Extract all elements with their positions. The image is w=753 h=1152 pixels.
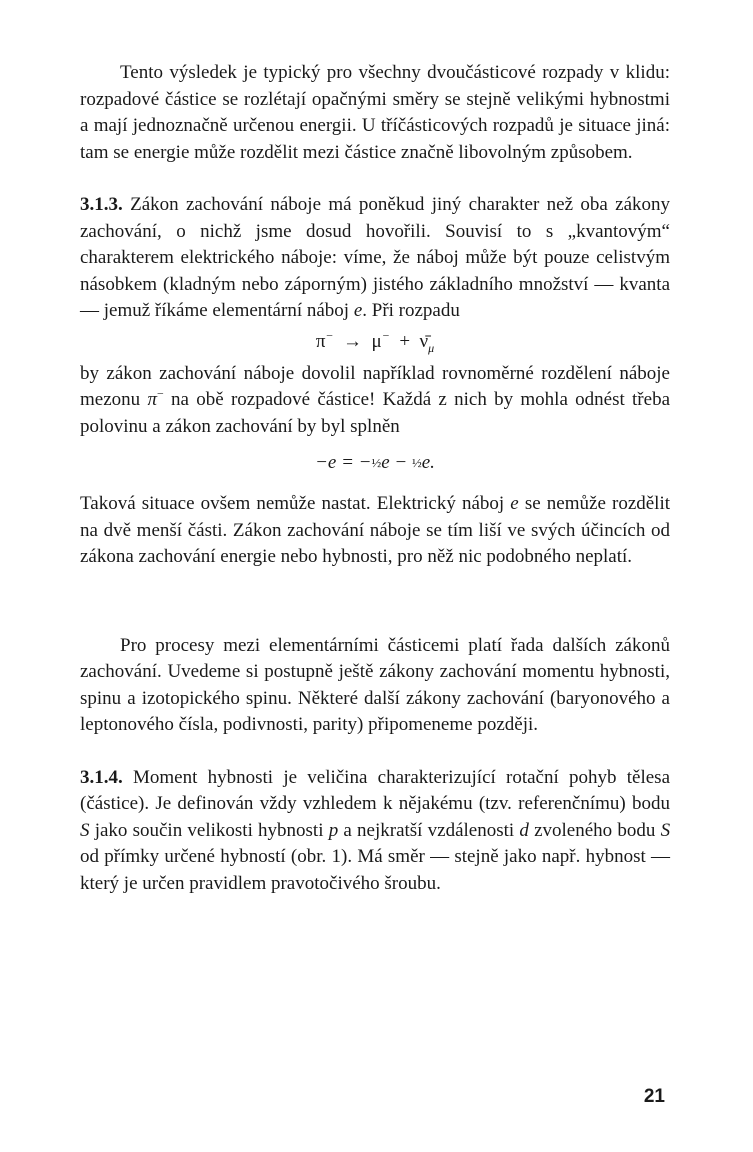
antineutrino-symbol: ν̄ — [419, 330, 429, 352]
antineutrino-subscript: μ — [428, 340, 435, 355]
indivisible-text-a: Taková situace ovšem nemůže nastat. Elektrický náboj — [80, 493, 505, 514]
paragraph-further-laws: Pro procesy mezi elementárními částicemi platí řada dalších zákonů zachování. Uvedeme si postupně ještě zákony zachování momentu hybnosti, spinu a izotopického spinu. Některé další zákony zachování (baryonového a leptonového čísla, podivnosti, parity) připomeneme později. — [80, 634, 670, 735]
plus-sign: + — [399, 330, 411, 352]
charge-e-1: e — [381, 452, 390, 473]
s314-text-c: a nejkratší vzdálenosti — [343, 819, 515, 841]
s314-text-b: jako součin velikosti hybnosti — [94, 819, 324, 841]
half-2: ½ — [411, 455, 422, 470]
pion-charge: − — [325, 328, 334, 343]
charge-split-text-b: na obě rozpadové částice! Každá z nich by mohla odnést třeba polovinu a zákon zachování by byl splněn — [80, 389, 671, 437]
symbol-e-inline: e — [510, 493, 519, 514]
symbol-d: d — [519, 819, 529, 841]
section-3-1-3-end: . Při rozpadu — [362, 300, 460, 321]
section-3-1-3-text: Zákon zachování náboje má poněkud jiný charakter než oba zákony zachování, o nichž jsme dosud hovořili. Souvisí to s „kvantovým“ charakterem elektrického náboje: víme, že náboj může být pouze celistvým násobkem (kladným nebo záporným) jistého základního množství — kvanta — jemuž říkáme elementární náboj — [80, 194, 671, 321]
equation-pion-decay — [80, 329, 670, 355]
section-3-1-3 — [80, 192, 670, 325]
charge-minus-2: − — [394, 452, 408, 473]
charge-end: . — [430, 452, 435, 473]
paragraph-charge-indivisible — [80, 491, 670, 571]
decay-arrow: → — [343, 330, 363, 352]
page-body — [80, 60, 670, 897]
muon-charge: − — [381, 328, 390, 343]
charge-split-text-a: by zákon zachování náboje dovolil například rovnoměrné rozdělení náboje mezonu — [80, 362, 670, 410]
symbol-S-1: S — [80, 819, 90, 841]
symbol-e: e — [353, 300, 363, 321]
paragraph-charge-split — [80, 361, 670, 441]
indivisible-text-b: se nemůže rozdělit na dvě menší části. Zákon zachování náboje se tím liší ve svých účincích od zákona zachování energie nebo hybnosti, pro něž nic podobného neplatí. — [80, 493, 671, 567]
pion-inline-charge: − — [156, 386, 164, 401]
s314-text-e: zvoleného bodu — [534, 819, 656, 841]
section-3-1-4 — [80, 765, 670, 898]
muon-symbol: μ — [371, 330, 382, 352]
s314-text-f: od přímky určené hybností (obr. 1). Má směr — stejně jako např. hybnost — který je určen pravidlem pravotočivého šroubu. — [80, 846, 670, 894]
symbol-p: p — [328, 819, 339, 841]
section-number-3-1-4: 3.1.4. — [80, 766, 123, 788]
paragraph-two-body-decays: Tento výsledek je typický pro všechny dvoučásticové rozpady v klidu: rozpadové částice se rozlétají opačnými směry se stejně velikými hybnostmi a mají jednoznačně určenou energii. U tříčásticových rozpadů je situace jiná: tam se energie může rozdělit mezi částice značně libovolným způsobem. — [80, 62, 670, 163]
symbol-S-2: S — [660, 819, 671, 841]
page-number: 21 — [643, 1086, 665, 1107]
charge-minus-1: − — [358, 452, 372, 473]
half-1: ½ — [371, 455, 382, 470]
s314-text-a: Moment hybnosti je veličina charakterizující rotační pohyb tělesa (částice). Je definován vždy vzhledem k nějakému (tzv. referenčnímu) bodu — [80, 766, 671, 814]
charge-e-2: e — [421, 452, 431, 473]
charge-lhs: −e = — [315, 452, 354, 473]
pion-inline-symbol: π — [147, 389, 157, 410]
section-number-3-1-3: 3.1.3. — [80, 194, 123, 215]
pion-symbol: π — [315, 330, 326, 352]
equation-charge-split — [80, 450, 670, 477]
